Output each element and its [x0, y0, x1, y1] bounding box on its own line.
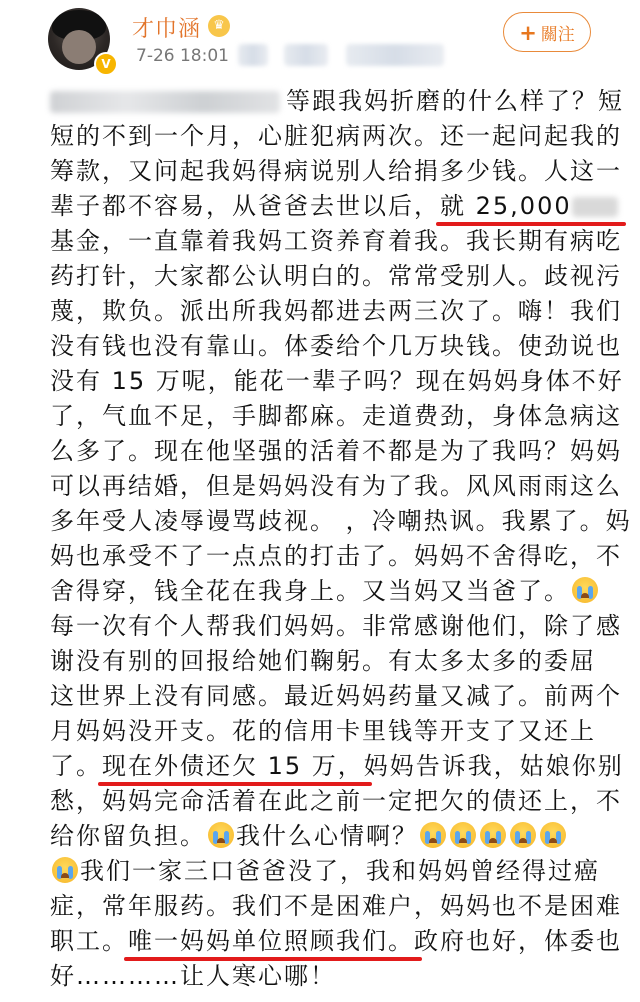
text-line: 舍得穿，钱全花在我身上。又当妈又当爸了。 — [50, 574, 590, 609]
text-line: 等跟我妈折磨的什么样了？短 — [50, 84, 590, 119]
text-line: 职工。唯一妈妈单位照顾我们。政府也好，体委也 — [50, 927, 622, 955]
blurred-source-b — [284, 44, 328, 66]
text-line: 月妈妈没开支。花的信用卡里钱等开支了又还上 — [50, 717, 596, 745]
text-line: 症，常年服药。我们不是困难户，妈妈也不是困难 — [50, 892, 622, 920]
text-line: 基金，一直靠着我妈工资养育着我。我长期有病吃 — [50, 227, 622, 255]
crying-face-icon — [572, 577, 598, 603]
blurred-source-a — [238, 44, 268, 66]
crying-face-icon — [510, 822, 536, 848]
crying-face-icon — [420, 822, 446, 848]
text-line: 辈子都不容易，从爸爸去世以后，就 25,000 — [50, 189, 590, 224]
avatar-face — [62, 30, 96, 64]
text-line: 短的不到一个月，心脏犯病两次。还一起问起我的 — [50, 122, 622, 150]
text-line: 筹款，又问起我妈得病说别人给捐多少钱。人这一 — [50, 157, 622, 185]
follow-label: 關注 — [540, 25, 575, 45]
highlight-amount: 就 25,000 — [440, 192, 618, 220]
text-line: 可以再结婚，但是妈妈没有为了我。风风雨雨这么 — [50, 472, 622, 500]
text-line: 多年受人凌辱谩骂歧视。 ，冷嘲热讽。我累了。妈 — [50, 507, 632, 535]
text-line: 妈也承受不了一点点的打击了。妈妈不舍得吃，不 — [50, 542, 622, 570]
post-time: 7-26 18:01 — [136, 46, 229, 66]
highlight-debt: 现在外债还欠 15 万， — [102, 752, 364, 780]
crown-icon: ♛ — [208, 15, 230, 37]
verified-badge-icon: V — [94, 52, 118, 76]
blurred-text — [50, 91, 280, 113]
highlight-work-unit: 唯一妈妈单位照顾我们。 — [128, 927, 414, 955]
crying-face-icon — [540, 822, 566, 848]
text-line: 么多了。现在他坚强的活着不都是为了我吗？妈妈 — [50, 437, 622, 465]
post-header — [0, 0, 640, 80]
text-line: 愁，妈妈完命活着在此之前一定把欠的债还上，不 — [50, 787, 622, 815]
text-line: 这世界上没有同感。最近妈妈药量又减了。前两个 — [50, 682, 622, 710]
crying-face-icon — [208, 822, 234, 848]
crying-face-icon — [450, 822, 476, 848]
plus-icon: + — [519, 21, 537, 45]
text-line: 了。现在外债还欠 15 万，妈妈告诉我，姑娘你别 — [50, 752, 624, 780]
username[interactable]: 才巾涵 — [132, 17, 202, 42]
text-line: 药打针，大家都公认明白的。常常受别人。歧视污 — [50, 262, 622, 290]
text-line: 了，气血不足，手脚都麻。走道费劲，身体急病这 — [50, 402, 622, 430]
blurred-source-c — [346, 44, 444, 66]
text-line: 好…………让人寒心哪！ — [50, 962, 336, 990]
blurred-text — [572, 197, 618, 217]
text-line: 蔑，欺负。派出所我妈都进去两三次了。嗨！我们 — [50, 297, 622, 325]
post-body — [50, 84, 632, 994]
crying-face-icon — [480, 822, 506, 848]
follow-button[interactable] — [503, 12, 591, 52]
text-line: 没有 15 万呢，能花一辈子吗？现在妈妈身体不好 — [50, 367, 624, 395]
text-line: 给你留负担。 我什么心情啊？ — [50, 819, 590, 854]
text-line: 每一次有个人帮我们妈妈。非常感谢他们，除了感 — [50, 612, 622, 640]
text-line: 没有钱也没有靠山。体委给个几万块钱。使劲说也 — [50, 332, 622, 360]
text-line: 谢没有别的回报给她们鞠躬。有太多太多的委屈 — [50, 647, 596, 675]
crying-face-icon — [52, 857, 78, 883]
text-line: 我们一家三口爸爸没了，我和妈妈曾经得过癌 — [50, 854, 590, 889]
